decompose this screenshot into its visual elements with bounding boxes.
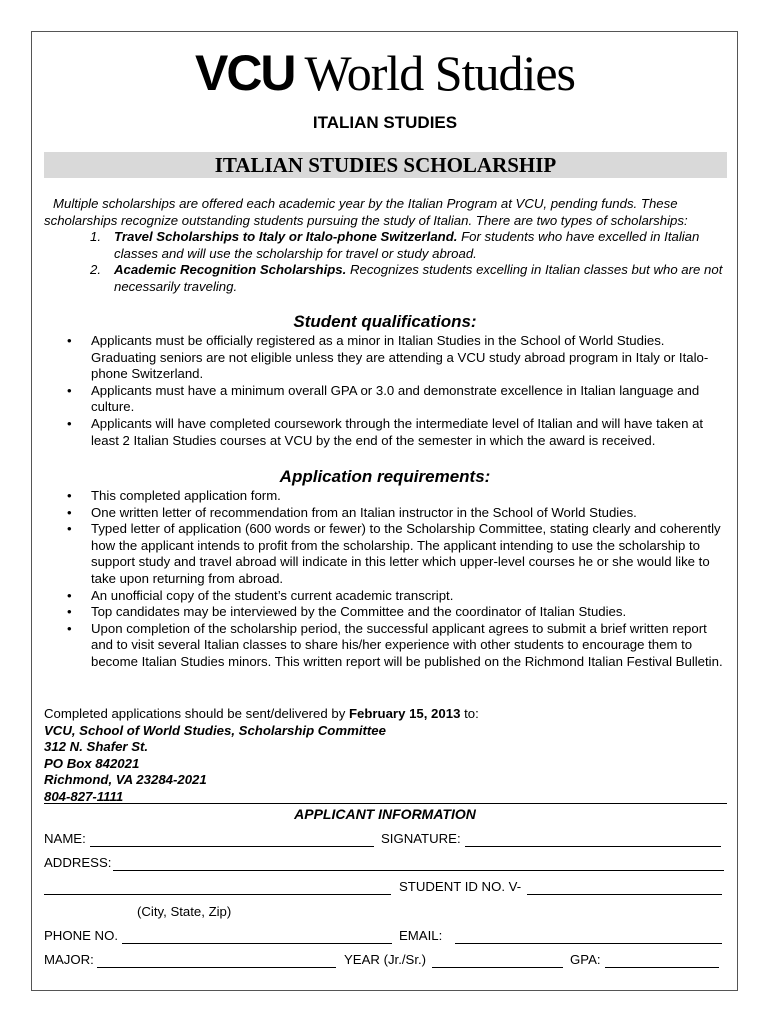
requirements-list bbox=[44, 488, 724, 671]
list-item bbox=[44, 505, 724, 522]
department-title: ITALIAN STUDIES bbox=[312, 113, 458, 132]
bullet-icon: • bbox=[67, 333, 72, 348]
list-item-text: An unofficial copy of the student’s current academic transcript. bbox=[91, 587, 454, 603]
student-id-label: STUDENT ID NO. V- bbox=[399, 879, 522, 894]
section-divider bbox=[44, 803, 727, 804]
list-item-text: This completed application form. bbox=[91, 488, 281, 503]
phone-label: PHONE NO. bbox=[44, 928, 119, 943]
scholarship-type-desc: For students who have excelled in Italian classes and will use the scholarship for travel or study abroad. bbox=[114, 229, 700, 261]
intro-section bbox=[44, 196, 734, 296]
scholarship-type-name: Travel Scholarships to Italy or Italo-phone Switzerland. bbox=[114, 229, 458, 245]
list-item-text: Applicants must have a minimum overall GPA or 3.0 and demonstrate excellence in Italian language and culture. bbox=[91, 382, 700, 415]
qualifications-list bbox=[44, 333, 724, 449]
submission-lead-text: Completed applications should be sent/delivered by bbox=[44, 706, 349, 721]
gpa-field[interactable] bbox=[605, 967, 719, 968]
bullet-icon: • bbox=[67, 587, 72, 603]
student-id-field[interactable] bbox=[527, 894, 722, 895]
list-item bbox=[44, 383, 724, 416]
logo-world-studies: World Studies bbox=[304, 45, 576, 101]
signature-field[interactable] bbox=[465, 846, 721, 847]
bullet-icon: • bbox=[67, 521, 72, 537]
address-line: Richmond, VA 23284-2021 bbox=[44, 772, 207, 788]
address-line: VCU, School of World Studies, Scholarship Committee bbox=[44, 722, 386, 738]
bullet-icon: • bbox=[67, 382, 72, 398]
scholarship-type-item bbox=[44, 262, 734, 295]
year-label: YEAR (Jr./Sr.) bbox=[344, 952, 427, 967]
bullet-icon: • bbox=[67, 504, 72, 520]
name-label: NAME: bbox=[44, 831, 86, 846]
bullet-icon: • bbox=[67, 604, 72, 620]
scholarship-types-list bbox=[44, 229, 734, 295]
intro-paragraph: Multiple scholarships are offered each academic year by the Italian Program at VCU, pending funds. These scholarships recognize outstanding students pursuing the study of Italian. There are two types of scholarships: bbox=[44, 196, 688, 228]
list-item bbox=[44, 416, 724, 449]
list-number: 2. bbox=[90, 262, 101, 278]
deadline-date: February 15, 2013 bbox=[348, 706, 461, 721]
year-field[interactable] bbox=[432, 967, 563, 968]
gpa-label: GPA: bbox=[570, 952, 601, 967]
list-item bbox=[44, 588, 724, 605]
email-label: EMAIL: bbox=[399, 928, 443, 943]
signature-label: SIGNATURE: bbox=[381, 831, 461, 846]
name-field[interactable] bbox=[90, 846, 374, 847]
address-field[interactable] bbox=[113, 870, 724, 871]
scholarship-type-desc: Recognizes students excelling in Italian classes but who are not necessarily traveling. bbox=[114, 262, 723, 294]
logo-vcu: VCU bbox=[194, 45, 295, 101]
scholarship-type-item bbox=[44, 229, 734, 262]
vcu-world-studies-logo bbox=[0, 44, 770, 100]
list-item-text: Typed letter of application (600 words or fewer) to the Scholarship Committee, stating clearly and coherently how the applicant intends to profit from the scholarship. The applicant intending to use the scholarship to support study and travel abroad will indicate in this letter which upper-level courses he or she would like to take upon returning from abroad. bbox=[91, 521, 721, 586]
address-line: 312 N. Shafer St. bbox=[44, 739, 149, 755]
list-item-text: Applicants must be officially registered as a minor in Italian Studies in the School of World Studies. Graduating seniors are not eligible unless they are attending a VCU study abroad program in Italy or Italo-phone Switzerland. bbox=[91, 333, 709, 382]
city-state-zip-hint: (City, State, Zip) bbox=[137, 904, 232, 919]
address-city-field[interactable] bbox=[44, 894, 391, 895]
bullet-icon: • bbox=[67, 620, 72, 636]
list-item bbox=[44, 621, 724, 671]
list-item bbox=[44, 333, 724, 383]
phone-field[interactable] bbox=[122, 943, 392, 944]
email-field[interactable] bbox=[455, 943, 722, 944]
qualifications-heading: Student qualifications: bbox=[293, 312, 477, 331]
requirements-heading: Application requirements: bbox=[279, 467, 491, 486]
scholarship-type-name: Academic Recognition Scholarships. bbox=[114, 262, 347, 278]
list-number: 1. bbox=[90, 229, 101, 245]
bullet-icon: • bbox=[67, 415, 72, 431]
submission-instructions bbox=[44, 706, 724, 806]
submission-after-text: to: bbox=[460, 706, 479, 721]
bullet-icon: • bbox=[67, 488, 72, 503]
address-line: PO Box 842021 bbox=[44, 755, 140, 771]
address-label: ADDRESS: bbox=[44, 855, 112, 870]
list-item-text: Applicants will have completed coursework through the intermediate level of Italian and will have taken at least 2 Italian Studies courses at VCU by the end of the semester in which the award is received. bbox=[91, 415, 704, 448]
list-item-text: Top candidates may be interviewed by the Committee and the coordinator of Italian Studies. bbox=[91, 604, 627, 620]
list-item bbox=[44, 521, 724, 587]
major-label: MAJOR: bbox=[44, 952, 94, 967]
list-item bbox=[44, 488, 724, 505]
scholarship-title-banner: ITALIAN STUDIES SCHOLARSHIP bbox=[44, 152, 727, 178]
list-item-text: Upon completion of the scholarship period, the successful applicant agrees to submit a brief written report and to visit several Italian classes to share his/her experience with other students to encourage them to become Italian Studies minors. This written report will be published on the Richmond Italian Festival Bulletin. bbox=[91, 620, 723, 669]
major-field[interactable] bbox=[97, 967, 336, 968]
list-item bbox=[44, 604, 724, 621]
applicant-info-heading: APPLICANT INFORMATION bbox=[294, 806, 476, 822]
list-item-text: One written letter of recommendation from an Italian instructor in the School of World Studies. bbox=[91, 504, 637, 520]
phone-number: 804-827-1111 bbox=[44, 788, 124, 804]
